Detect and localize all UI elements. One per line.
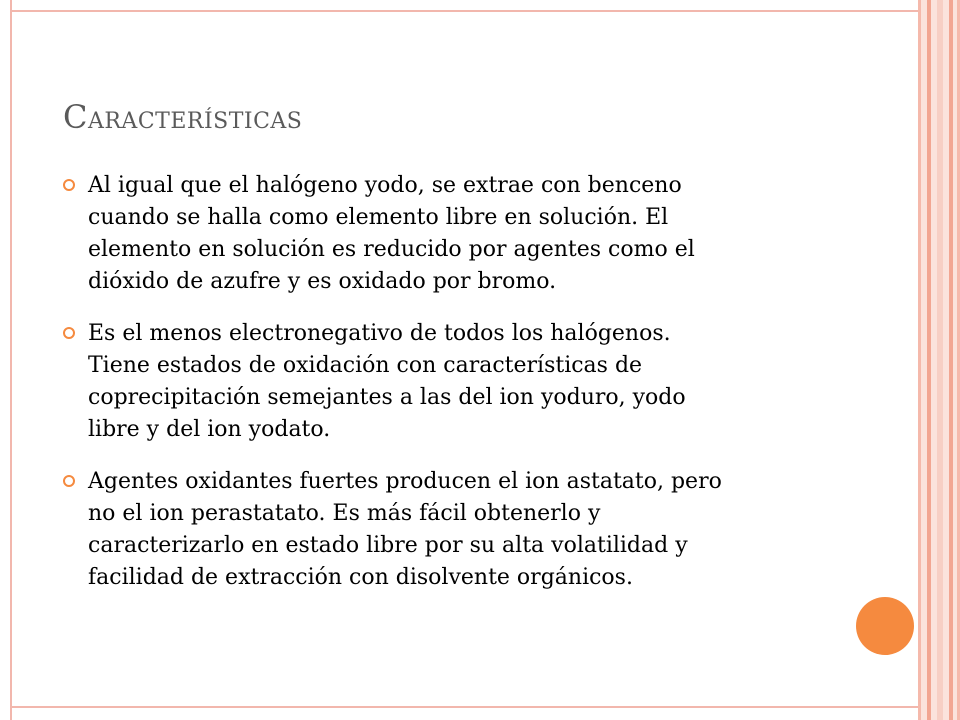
bullet-text-line: Al igual que el halógeno yodo, se extrae con benceno xyxy=(88,173,682,198)
bullet-text-line: Agentes oxidantes fuertes producen el ion astatato, pero xyxy=(88,469,722,494)
frame-top-line xyxy=(10,10,918,12)
bullet-item xyxy=(60,466,820,594)
decorative-orange-circle xyxy=(856,597,914,655)
bullet-text-line: cuando se halla como elemento libre en solución. El xyxy=(88,205,669,230)
frame-left-line xyxy=(10,0,12,720)
bullet-text-line: caracterizarlo en estado libre por su alta volatilidad y xyxy=(88,533,688,558)
bullet-text-line: dióxido de azufre y es oxidado por bromo. xyxy=(88,269,557,294)
slide-title: Características xyxy=(63,98,303,136)
bullet-text-line: libre y del ion yodato. xyxy=(88,417,331,442)
ring-bullet-icon xyxy=(62,474,76,488)
decorative-stripe xyxy=(937,0,943,720)
decorative-stripe xyxy=(918,0,921,720)
frame-bottom-line xyxy=(10,706,918,708)
bullet-text-line: Tiene estados de oxidación con características de xyxy=(88,353,643,378)
bullet-text-line: coprecipitación semejantes a las del ion yoduro, yodo xyxy=(88,385,686,410)
bullet-item xyxy=(60,170,820,298)
bullet-text-line: no el ion perastatato. Es más fácil obtenerlo y xyxy=(88,501,601,526)
bullet-text-line: facilidad de extracción con disolvente orgánicos. xyxy=(88,565,633,590)
bullet-text-line: Es el menos electronegativo de todos los halógenos. xyxy=(88,321,671,346)
bullet-item xyxy=(60,318,820,446)
ring-bullet-icon xyxy=(62,178,76,192)
ring-bullet-icon xyxy=(62,326,76,340)
bullet-list xyxy=(60,170,820,614)
decorative-stripe xyxy=(949,0,953,720)
bullet-text-line: elemento en solución es reducido por agentes como el xyxy=(88,237,695,262)
decorative-stripe xyxy=(927,0,931,720)
